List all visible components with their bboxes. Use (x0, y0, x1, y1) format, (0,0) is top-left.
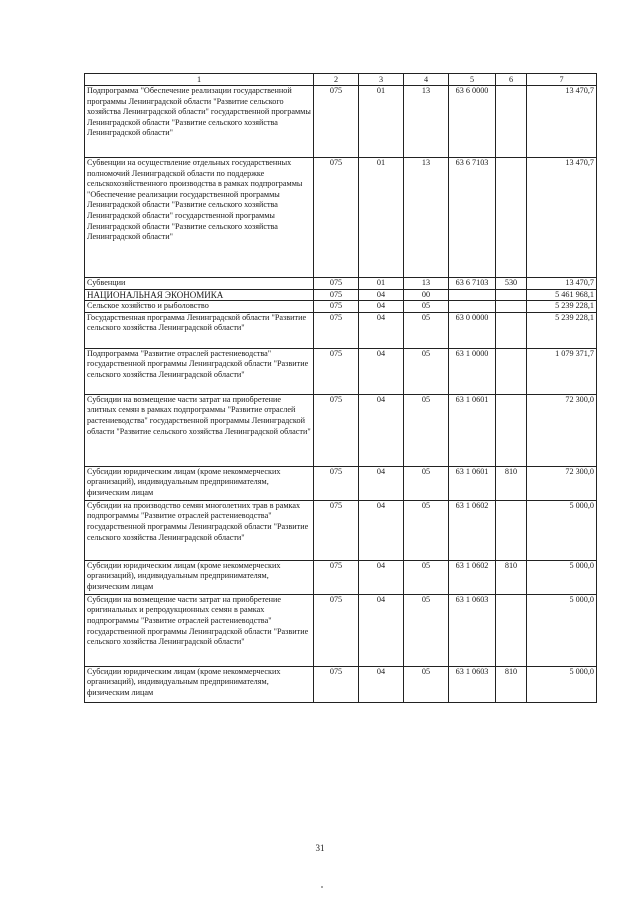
row-amount: 72 300,0 (527, 466, 597, 500)
row-name: Субсидии юридическим лицам (кроме некоммерческих организаций), индивидуальным предпринимателям, физическим лицам (85, 666, 314, 702)
row-code-admin: 075 (314, 500, 359, 560)
row-name: Субсидии на производство семян многолетних трав в рамках подпрограммы "Развитие отраслей растениеводства" государственной программы Ленинградской области "Развитие сельского хозяйства Ленинградской области" (85, 500, 314, 560)
row-amount: 5 000,0 (527, 500, 597, 560)
row-code-target: 63 1 0603 (449, 666, 496, 702)
budget-table (84, 73, 597, 703)
table-row (85, 466, 597, 500)
table-row (85, 86, 597, 158)
row-code-admin: 075 (314, 394, 359, 466)
row-code-expense-type (496, 500, 527, 560)
row-code-subsection: 00 (404, 289, 449, 301)
row-code-admin: 075 (314, 289, 359, 301)
row-code-admin: 075 (314, 348, 359, 394)
row-code-subsection: 13 (404, 278, 449, 290)
row-code-section: 04 (359, 301, 404, 313)
row-code-section: 04 (359, 348, 404, 394)
page-number: 31 (315, 843, 325, 853)
row-amount: 13 470,7 (527, 278, 597, 290)
row-name: Сельское хозяйство и рыболовство (85, 301, 314, 313)
row-amount: 5 000,0 (527, 560, 597, 594)
row-code-section: 04 (359, 560, 404, 594)
table-row (85, 289, 597, 301)
table-row (85, 594, 597, 666)
row-code-target: 63 1 0602 (449, 560, 496, 594)
column-header-1: 1 (85, 74, 314, 86)
row-code-target: 63 1 0601 (449, 466, 496, 500)
table-header-row (85, 74, 597, 86)
column-header-2: 2 (314, 74, 359, 86)
row-name: Субвенции на осуществление отдельных государственных полномочий Ленинградской области по поддержке сельскохозяйственного производства в рамках подпрограммы "Обеспечение реализации государственной программы Ленинградской области "Развитие сельского хозяйства Ленинградской области" государственной программы Ленинградской области "Развитие сельского хозяйства Ленинградской области" (85, 158, 314, 278)
row-code-expense-type (496, 86, 527, 158)
row-code-admin: 075 (314, 594, 359, 666)
row-code-section: 04 (359, 666, 404, 702)
row-code-subsection: 05 (404, 312, 449, 348)
row-amount: 72 300,0 (527, 394, 597, 466)
column-header-4: 4 (404, 74, 449, 86)
row-name: Субсидии юридическим лицам (кроме некоммерческих организаций), индивидуальным предпринимателям, физическим лицам (85, 466, 314, 500)
table-row (85, 560, 597, 594)
row-name: Государственная программа Ленинградской области "Развитие сельского хозяйства Ленинградской области" (85, 312, 314, 348)
row-code-expense-type (496, 594, 527, 666)
row-code-subsection: 13 (404, 158, 449, 278)
column-header-7: 7 (527, 74, 597, 86)
row-code-subsection: 05 (404, 394, 449, 466)
row-amount: 13 470,7 (527, 158, 597, 278)
row-code-target: 63 6 7103 (449, 158, 496, 278)
row-code-section: 04 (359, 594, 404, 666)
column-header-5: 5 (449, 74, 496, 86)
row-code-target: 63 6 7103 (449, 278, 496, 290)
scan-speck (321, 886, 323, 888)
row-code-section: 04 (359, 466, 404, 500)
row-code-admin: 075 (314, 158, 359, 278)
row-code-admin: 075 (314, 466, 359, 500)
table-row (85, 666, 597, 702)
row-code-target (449, 289, 496, 301)
row-code-subsection: 05 (404, 560, 449, 594)
row-code-subsection: 05 (404, 666, 449, 702)
row-name: Подпрограмма "Обеспечение реализации государственной программы Ленинградской области "Развитие сельского хозяйства Ленинградской области" государственной программы Ленинградской области "Развитие сельского хозяйства Ленинградской области" (85, 86, 314, 158)
row-name: Субвенции (85, 278, 314, 290)
row-name: Субсидии на возмещение части затрат на приобретение элитных семян в рамках подпрограммы "Развитие отраслей растениеводства" государственной программы Ленинградской области "Развитие сельского хозяйства Ленинградской области" (85, 394, 314, 466)
row-code-expense-type (496, 394, 527, 466)
row-name: Субсидии на возмещение части затрат на приобретение оригинальных и репродукционных семян в рамках подпрограммы "Развитие отраслей растениеводства" государственной программы Ленинградской области "Развитие сельского хозяйства Ленинградской области" (85, 594, 314, 666)
row-code-admin: 075 (314, 86, 359, 158)
row-code-section: 04 (359, 312, 404, 348)
table-row (85, 312, 597, 348)
row-code-target: 63 6 0000 (449, 86, 496, 158)
row-code-target (449, 301, 496, 313)
column-header-6: 6 (496, 74, 527, 86)
row-amount: 5 239 228,1 (527, 301, 597, 313)
row-code-expense-type (496, 289, 527, 301)
row-amount: 5 239 228,1 (527, 312, 597, 348)
table-row (85, 278, 597, 290)
row-name: Субсидии юридическим лицам (кроме некоммерческих организаций), индивидуальным предпринимателям, физическим лицам (85, 560, 314, 594)
row-code-expense-type (496, 158, 527, 278)
row-amount: 1 079 371,7 (527, 348, 597, 394)
row-code-expense-type (496, 301, 527, 313)
row-code-expense-type: 810 (496, 666, 527, 702)
table-row (85, 394, 597, 466)
row-name: Подпрограмма "Развитие отраслей растениеводства" государственной программы Ленинградской области "Развитие сельского хозяйства Ленинградской области" (85, 348, 314, 394)
row-amount: 5 000,0 (527, 666, 597, 702)
row-code-admin: 075 (314, 278, 359, 290)
row-code-section: 01 (359, 158, 404, 278)
row-code-subsection: 05 (404, 348, 449, 394)
row-code-target: 63 1 0603 (449, 594, 496, 666)
table-row (85, 301, 597, 313)
row-code-target: 63 0 0000 (449, 312, 496, 348)
row-code-admin: 075 (314, 301, 359, 313)
table-row (85, 500, 597, 560)
row-code-section: 04 (359, 289, 404, 301)
row-code-target: 63 1 0601 (449, 394, 496, 466)
row-code-admin: 075 (314, 312, 359, 348)
row-code-subsection: 05 (404, 301, 449, 313)
row-name: НАЦИОНАЛЬНАЯ ЭКОНОМИКА (85, 289, 314, 301)
column-header-3: 3 (359, 74, 404, 86)
row-code-admin: 075 (314, 666, 359, 702)
table-row (85, 348, 597, 394)
row-code-subsection: 05 (404, 500, 449, 560)
row-code-admin: 075 (314, 560, 359, 594)
row-code-section: 04 (359, 394, 404, 466)
row-code-section: 04 (359, 500, 404, 560)
row-code-subsection: 05 (404, 466, 449, 500)
row-code-expense-type: 810 (496, 466, 527, 500)
row-code-target: 63 1 0000 (449, 348, 496, 394)
table-body (85, 86, 597, 703)
row-code-subsection: 13 (404, 86, 449, 158)
table-row (85, 158, 597, 278)
row-amount: 13 470,7 (527, 86, 597, 158)
row-code-section: 01 (359, 278, 404, 290)
row-amount: 5 461 968,1 (527, 289, 597, 301)
row-amount: 5 000,0 (527, 594, 597, 666)
row-code-target: 63 1 0602 (449, 500, 496, 560)
row-code-section: 01 (359, 86, 404, 158)
row-code-subsection: 05 (404, 594, 449, 666)
row-code-expense-type (496, 312, 527, 348)
row-code-expense-type (496, 348, 527, 394)
row-code-expense-type: 810 (496, 560, 527, 594)
row-code-expense-type: 530 (496, 278, 527, 290)
